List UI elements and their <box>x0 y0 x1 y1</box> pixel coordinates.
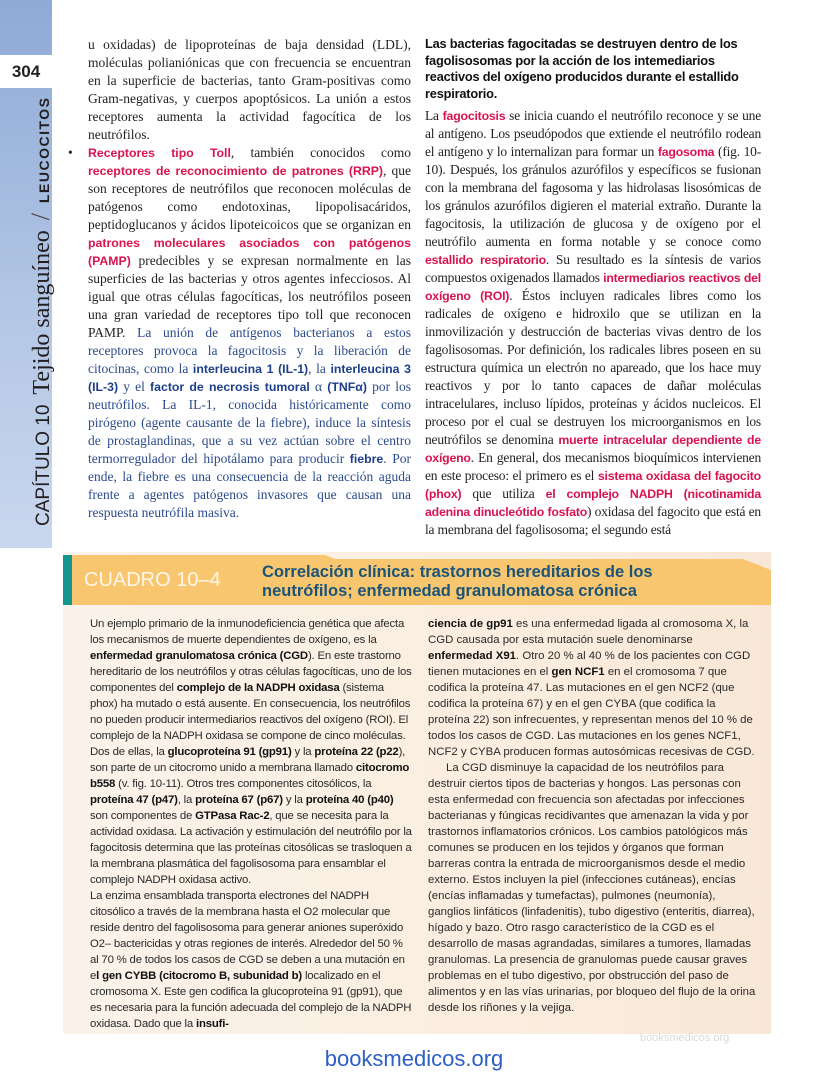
bullet-icon: • <box>68 145 73 160</box>
emphasized-term: proteína 22 (p22 <box>314 746 399 758</box>
text-run: , también conocidos como <box>230 145 411 160</box>
page-number: 304 <box>11 61 41 81</box>
watermark: booksmedicos.org <box>640 1032 730 1044</box>
emphasized-term: GTPasa Rac-2 <box>195 810 270 822</box>
emphasized-term: fagocitosis <box>442 109 506 123</box>
text-run: son componentes de <box>90 810 196 822</box>
text-run: (fig. 10-10). Después, los gránulos azurófilos y específicos se fusionan con la membrana del fagosoma y las hidrolasas lisosómicas de los gránulos azurófilos digieren el material extraño. Durante la fagocitosis, la utilización de glucosa y de oxígeno por el neutrófilo aumenta en forma notable y se conoce como <box>425 144 761 249</box>
box-paragraph <box>90 616 412 888</box>
emphasized-term: glucoproteína 91 (gp91) <box>167 746 292 758</box>
text-run: Un ejemplo primario de la inmunodeficiencia genética que afecta los mecanismos de muerte dependientes de oxígeno, es la <box>90 618 405 646</box>
emphasized-term: interleucina 1 (IL-1) <box>192 362 309 376</box>
chapter-title: Tejido sanguíneo <box>29 230 55 395</box>
text-run: , que se necesita para la actividad oxidasa. La activación y estimulación del neutrófilo por la fagocitosis determina que las proteínas citosólicas se trasloquen a la membrana plasmática del fagolisosoma para ensamblar el complejo NADPH oxidasa activo. <box>90 810 412 886</box>
box-paragraph <box>90 888 412 1032</box>
emphasized-term: gen NCF1 <box>551 666 605 678</box>
text-run: predecibles y se expresan normalmente en las superficies de las bacterias y otros agentes infecciosos. Al igual que otras células fagocíticas, los neutrófilos poseen una gran variedad de receptores tipo toll que reconocen PAMP. <box>88 253 411 340</box>
emphasized-term: factor de necrosis tumoral <box>150 380 310 394</box>
running-header <box>26 97 56 527</box>
emphasized-term: estallido respiratorio <box>425 253 546 267</box>
section-heading: Las bacterias fagocitadas se destruyen dentro de los fagolisosomas por la acción de los intemediarios reactivos del oxígeno producidos durante el estallido respiratorio. <box>425 36 739 101</box>
text-run: y la <box>282 794 306 806</box>
text-run: localizado en el cromosoma X. Este gen codifica la glucoproteína 91 (gp91), que es necesaria para la función adecuada del complejo de la NADPH oxidasa. Dado que la <box>90 970 412 1030</box>
emphasized-term: l gen CYBB (citocromo B, subunidad b) <box>96 970 302 982</box>
emphasized-term: y el <box>118 379 151 394</box>
emphasized-term: proteína 40 (p40) <box>305 794 394 806</box>
box-left-column <box>90 616 412 1032</box>
text-run: . Su resultado es la síntesis de varios compuestos oxigenados llamados <box>425 252 761 285</box>
text-run: La CGD disminuye la capacidad de los neutrófilos para destruir ciertos tipos de bacterias y hongos. Las personas con esta enfermedad con frecuencia son afectadas por infecciones bacterianas y fúngicas recidivantes que amenazan la vida y por trastornos inflamatorios crónicos. Los cambios patológicos más comunes se producen en los tejidos y órganos que forman barreras contra la entrada de microorganismos desde el medio externo. Estos incluyen la piel (infecciones cutáneas), encías (encías inflamadas y tumefactas), pulmones (neumonía), ganglios linfáticos (linfadenitis), tubo digestivo (enteritis, diarrea), hígado y bazo. Otro rasgo característico de la CGD es el desarrollo de masas agrandadas, similares a tumores, llamadas granulomas. La presencia de granulomas puede causar graves problemas en el tubo digestivo, por obstrucción del paso de alimentos y en las vías urinarias, por bloqueo del flujo de la orina desde los riñones y la vejiga. <box>428 762 756 1014</box>
emphasized-term: interleucina 3 (IL-3) <box>88 362 411 394</box>
right-text-column <box>425 36 761 539</box>
emphasized-term: proteína 67 (p67) <box>195 794 283 806</box>
paragraph <box>425 107 761 539</box>
text-run: (v. fig. 10-11). Otros tres componentes citosólicos, la <box>115 778 372 790</box>
emphasized-term: ciencia de gp91 <box>428 618 513 630</box>
section-title: LEUCOCITOS <box>36 96 52 204</box>
text-run: ) oxidasa del fagocito que está en la membrana del fagolisosoma; el segundo está <box>425 504 761 537</box>
box-paragraph <box>428 616 758 760</box>
header-separator: / <box>26 213 55 221</box>
emphasized-term: Receptores tipo Toll <box>88 146 231 160</box>
emphasized-term: por los neutrófilos. La IL-1, conocida históricamente como pirógeno (agente causante de la fiebre), induce la síntesis de prostaglandinas, que a su vez actúan sobre el centro termorregulador del hipotálamo para producir <box>88 379 411 466</box>
text-run: , que son receptores de neutrófilos que reconocen moléculas de patógenos como endotoxinas, lipopolisacáridos, peptidoglucanos y ácidos lipoteicoicos que se organizan en <box>88 163 411 232</box>
emphasized-term: proteína 47 (p47) <box>90 794 178 806</box>
page-number-box <box>0 55 52 88</box>
emphasized-term: muerte intracelular dependiente de oxígeno <box>425 433 761 465</box>
left-text-column <box>68 36 411 522</box>
emphasized-term: el complejo NADPH (nicotinamida adenina dinucleótido fosfato <box>425 487 761 519</box>
text-run: ). En este trastorno hereditario de los neutrófilos y otras células fagocíticas, uno de los componentes del <box>90 650 412 694</box>
emphasized-term: enfermedad X91 <box>428 650 516 662</box>
emphasized-term: receptores de reconocimiento de patrones (RRP) <box>88 164 384 178</box>
emphasized-term: insufi- <box>196 1018 229 1030</box>
bullet-text <box>88 145 411 520</box>
emphasized-term: patrones moleculares asociados con patógenos (PAMP) <box>88 236 411 268</box>
emphasized-term: citocromo b558 <box>90 762 410 790</box>
emphasized-term: sistema oxidasa del fagocito (phox) <box>425 469 761 501</box>
chapter-number: CAPÍTULO 10 <box>33 404 54 526</box>
text-run: La enzima ensamblada transporta electrones del NADPH citosólico a través de la membrana hasta el O2 molecular que reside dentro del fagolisosoma para generar aniones superóxido O2– bactericidas y otras regiones de interés. Alrededor del 50 % al 70 % de todos los casos de CGD se deben a una mutación en e <box>90 890 405 982</box>
emphasized-term: , la <box>308 361 331 376</box>
text-run: , la <box>177 794 196 806</box>
text-run: en el cromosoma 7 que codifica la proteína 47. Las mutaciones en el gen NCF2 (que codifica la proteína 67) y en el gen CYBA (que codifica la proteína 22) son infrecuentes, y representan menos del 10 % de todos los casos de CGD. Las mutaciones en los genes NCF1, NCF2 y CYBA producen formas autosómicas recesivas de CGD. <box>428 666 755 758</box>
emphasized-term: enfermedad granulomatosa crónica (CGD <box>90 650 308 662</box>
box-right-column <box>428 616 758 1016</box>
bullet-list-item <box>68 144 411 522</box>
box-title-line: neutrófilos; enfermedad granulomatosa crónica <box>262 582 637 600</box>
emphasized-term: fiebre <box>349 452 384 466</box>
box-paragraph <box>428 760 758 1016</box>
box-title <box>262 563 653 601</box>
text-run: . Éstos incluyen radicales libres como los radicales de oxígeno e hidroxilo que se utilizan en la inmovilización y destrucción de bacterias vivas dentro de los fagolisosomas. Por definición, los radicales libres poseen en su estructura química un electrón no apareado, que los hace muy reactivos y por lo tanto capaces de dañar moléculas intracelulares, incluso lípidos, proteínas y ácidos nucleicos. El proceso por el cual se destruyen los microorganismos en los neutrófilos se denomina <box>425 288 761 447</box>
emphasized-term: fagosoma <box>657 145 715 159</box>
emphasized-term: (TNFα) <box>327 380 367 394</box>
paragraph <box>88 36 411 144</box>
footer-link[interactable]: booksmedicos.org <box>324 1046 504 1071</box>
emphasized-term: α <box>309 379 328 394</box>
text-run: que utiliza <box>461 486 546 501</box>
emphasized-term: complejo de la NADPH oxidasa <box>176 682 340 694</box>
box-accent-bar <box>63 555 72 605</box>
text-run: . En general, dos mecanismos bioquímicos intervienen en este proceso: el primero es el <box>425 450 761 483</box>
text-run: La <box>425 108 443 123</box>
text-run: y la <box>291 746 315 758</box>
text-run: ), son parte de un citocromo unido a membrana llamado <box>90 746 406 774</box>
emphasized-term: . Por ende, la fiebre es una consecuencia de la reacción aguda frente a agentes patógenos invasores que causan una respuesta neutrófila masiva. <box>88 451 411 520</box>
emphasized-term: intermediarios reactivos del oxígeno (ROI) <box>425 271 761 303</box>
text-run: . Otro 20 % al 40 % de los pacientes con CGD tienen mutaciones en el <box>428 650 751 678</box>
chapter-sidebar <box>0 0 55 548</box>
text-run: se inicia cuando el neutrófilo reconoce y se une al antígeno. Los pseudópodos que extiende el neutrófilo rodean el antígeno y lo internalizan para formar un <box>425 108 761 159</box>
text-run: (sistema phox) ha mutado o está ausente. En consecuencia, los neutrófilos no pueden producir intermediarios reactivos del oxígeno (ROI). El complejo de la NADPH oxidasa se compone de cinco moléculas. Dos de ellas, la <box>90 682 411 758</box>
text-run: es una enfermedad ligada al cromosoma X, la CGD causada por esta mutación suele denominarse <box>428 618 749 646</box>
text-run: u oxidadas) de lipoproteínas de baja densidad (LDL), moléculas polianiónicas que con frecuencia se encuentran en la superficie de bacterias, tanto Gram-positivas como Gram-negativas, y cuerpos apoptósicos. La unión a estos receptores aumenta la actividad fagocítica de los neutrófilos. <box>88 37 411 142</box>
emphasized-term: La unión de antígenos bacterianos a estos receptores provoca la fagocitosis y la liberación de citocinas, como la <box>88 325 411 376</box>
box-label: CUADRO 10–4 <box>84 569 221 591</box>
box-title-line: Correlación clínica: trastornos hereditarios de los <box>262 563 653 581</box>
